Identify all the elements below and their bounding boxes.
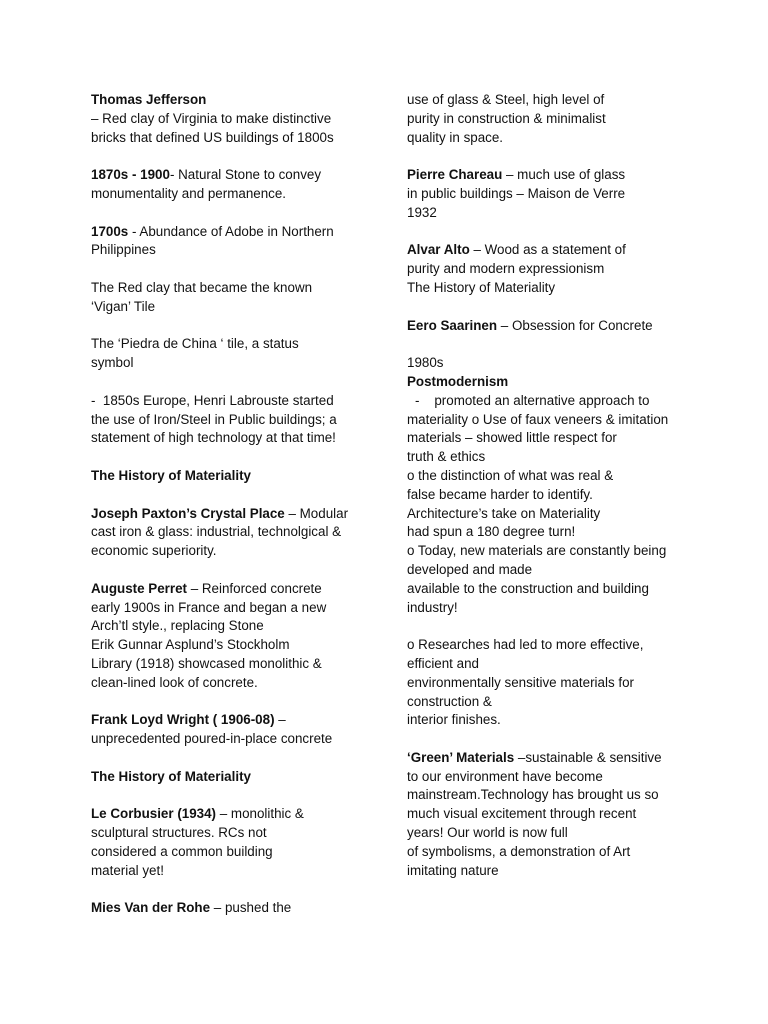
piedra-paragraph <box>91 335 381 373</box>
corbusier-line-4: material yet! <box>91 862 164 878</box>
postmodernism-paragraph <box>407 354 697 617</box>
history-heading-1-text: The History of Materiality <box>91 467 251 483</box>
adobe-heading: 1700s <box>91 223 129 239</box>
mies-cont-line-1: use of glass & Steel, high level of <box>407 92 605 107</box>
postmod-line-3: materials – showed little respect for <box>407 430 617 446</box>
adobe-line-1: - Abundance of Adobe in Northern <box>128 223 334 239</box>
green-heading: ‘Green’ Materials <box>407 749 515 765</box>
jefferson-line-1: – Red clay of Virginia to make distinctive <box>91 110 332 126</box>
wright-paragraph <box>91 711 381 749</box>
perret-paragraph <box>91 580 381 693</box>
jefferson-paragraph <box>91 91 381 147</box>
green-line-7: imitating nature <box>407 862 499 878</box>
stone-heading: 1870s - 1900 <box>91 167 170 183</box>
saarinen-heading: Eero Saarinen <box>407 317 498 333</box>
research-line-1: o Researches had led to more effective, <box>407 637 644 653</box>
green-paragraph <box>407 749 697 881</box>
postmod-line-7: Architecture’s take on Materiality <box>407 505 601 521</box>
chareau-line-2: in public buildings – Maison de Verre <box>407 185 626 201</box>
postmod-line-9: o Today, new materials are constantly being <box>407 543 667 559</box>
wright-line-2: unprecedented poured-in-place concrete <box>91 731 333 747</box>
wright-line-1: – <box>274 712 286 728</box>
postmod-year: 1980s <box>407 355 444 371</box>
mies-paragraph <box>91 899 381 918</box>
chareau-line-1: – much use of glass <box>502 167 626 183</box>
aalto-paragraph <box>407 241 697 297</box>
perret-line-3: Arch’tl style., replacing Stone <box>91 618 264 634</box>
history-heading-2-text: The History of Materiality <box>91 768 251 784</box>
postmod-line-6: false became harder to identify. <box>407 486 593 502</box>
corbusier-line-1: – monolithic & <box>216 806 304 822</box>
research-line-3: environmentally sensitive materials for <box>407 674 634 690</box>
labrouste-paragraph <box>91 392 381 448</box>
green-line-5: years! Our world is now full <box>407 825 568 841</box>
stone-line-1: - Natural Stone to convey <box>169 167 322 183</box>
perret-line-1: – Reinforced concrete <box>187 580 322 596</box>
paxton-heading: Joseph Paxton’s Crystal Place <box>91 505 285 521</box>
postmod-line-12: industry! <box>407 599 458 615</box>
postmod-line-8: had spun a 180 degree turn! <box>407 524 576 540</box>
chareau-paragraph <box>407 166 697 222</box>
piedra-line-1: The ‘Piedra de China ‘ tile, a status <box>91 336 299 352</box>
perret-line-2: early 1900s in France and began a new <box>91 599 327 615</box>
perret-line-5: Library (1918) showcased monolithic & <box>91 655 322 671</box>
postmod-line-4: truth & ethics <box>407 449 486 465</box>
stone-paragraph <box>91 166 381 204</box>
history-heading-2 <box>91 768 381 787</box>
perret-line-4: Erik Gunnar Asplund’s Stockholm <box>91 637 290 653</box>
labrouste-line-1: - 1850s Europe, Henri Labrouste started <box>91 392 334 408</box>
saarinen-line-1: – Obsession for Concrete <box>497 317 653 333</box>
vigan-paragraph <box>91 279 381 317</box>
green-line-2: to our environment have become <box>407 768 603 784</box>
research-line-5: interior finishes. <box>407 712 501 728</box>
research-line-4: construction & <box>407 693 492 709</box>
stone-line-2: monumentality and permanence. <box>91 185 287 201</box>
aalto-line-3: The History of Materiality <box>407 279 556 295</box>
green-line-3: mainstream.Technology has brought us so <box>407 787 659 803</box>
postmod-heading: Postmodernism <box>407 373 509 389</box>
postmod-line-5: o the distinction of what was real & <box>407 467 614 483</box>
postmod-line-11: available to the construction and building <box>407 580 649 596</box>
paxton-line-2: cast iron & glass: industrial, technolgical & <box>91 524 342 540</box>
paxton-line-3: economic superiority. <box>91 543 217 559</box>
postmod-line-2: materiality o Use of faux veneers & imitation <box>407 411 669 427</box>
left-column <box>91 91 381 937</box>
adobe-line-2: Philippines <box>91 242 156 258</box>
labrouste-line-2: the use of Iron/Steel in Public buildings; a <box>91 411 337 427</box>
aalto-line-1: – Wood as a statement of <box>469 242 626 258</box>
corbusier-line-2: sculptural structures. RCs not <box>91 825 267 841</box>
wright-heading: Frank Loyd Wright ( 1906-08) <box>91 712 275 728</box>
green-line-1: –sustainable & sensitive <box>514 749 662 765</box>
research-paragraph <box>407 636 697 730</box>
mies-continued-paragraph <box>407 91 697 147</box>
jefferson-line-2: bricks that defined US buildings of 1800s <box>91 129 334 145</box>
corbusier-line-3: considered a common building <box>91 843 273 859</box>
right-column <box>407 91 697 899</box>
postmod-line-1: - promoted an alternative approach to <box>415 392 650 408</box>
corbusier-paragraph <box>91 805 381 880</box>
green-line-6: of symbolisms, a demonstration of Art <box>407 843 631 859</box>
perret-heading: Auguste Perret <box>91 580 187 596</box>
paxton-paragraph <box>91 505 381 561</box>
postmod-line-10: developed and made <box>407 561 533 577</box>
history-heading-1 <box>91 467 381 486</box>
aalto-line-2: purity and modern expressionism <box>407 261 605 277</box>
perret-line-6: clean-lined look of concrete. <box>91 674 258 690</box>
adobe-paragraph <box>91 223 381 261</box>
mies-cont-line-2: purity in construction & minimalist <box>407 110 606 126</box>
chareau-line-3: 1932 <box>407 204 437 220</box>
vigan-line-1: The Red clay that became the known <box>91 279 313 295</box>
chareau-heading: Pierre Chareau <box>407 167 503 183</box>
research-line-2: efficient and <box>407 655 479 671</box>
labrouste-line-3: statement of high technology at that time! <box>91 430 336 446</box>
paxton-line-1: – Modular <box>284 505 349 521</box>
mies-heading: Mies Van der Rohe <box>91 900 211 916</box>
mies-cont-line-3: quality in space. <box>407 129 504 145</box>
corbusier-heading: Le Corbusier (1934) <box>91 806 217 822</box>
jefferson-heading: Thomas Jefferson <box>91 92 207 107</box>
aalto-heading: Alvar Alto <box>407 242 470 258</box>
saarinen-paragraph <box>407 317 697 336</box>
green-line-4: much visual excitement through recent <box>407 806 637 822</box>
piedra-line-2: symbol <box>91 355 134 371</box>
vigan-line-2: ‘Vigan’ Tile <box>91 298 156 314</box>
mies-line-1: – pushed the <box>210 900 292 916</box>
